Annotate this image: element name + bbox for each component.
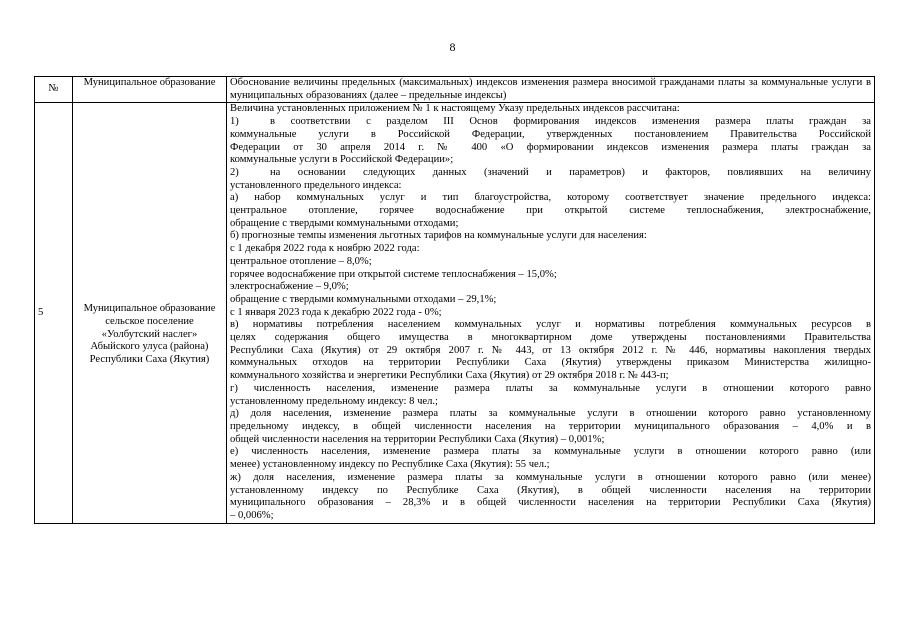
body-line — [230, 180, 871, 193]
body-line-text: в) нормативы потребления населением коммунальных услуг и нормативы потребления коммунальных ресурсов в — [230, 319, 871, 331]
body-line — [230, 510, 871, 523]
row-municipality: Муниципальное образование сельское поселение «Уолбутский наслег» Абыйского улуса (района) Республики Саха (Якутия) — [73, 103, 227, 523]
body-line-text: коммунальные услуги в Российской Федерации, утвержденных постановлением Правительства Российской — [230, 128, 871, 140]
body-line-text: общей численности населения на территории Республики Саха (Якутия) – 0,001%; — [230, 433, 605, 445]
body-line-text: целях содержания общего имущества в многоквартирном доме утверждены постановлениями Правительства — [230, 332, 871, 344]
body-line — [230, 269, 871, 282]
body-line — [230, 383, 871, 396]
body-line — [230, 497, 871, 510]
header-number: № — [35, 77, 73, 103]
body-line-text: обращение с твердыми коммунальными отходами; — [230, 217, 459, 229]
body-line — [230, 142, 871, 155]
body-line-text: с 1 января 2023 года к декабрю 2022 года - 0%; — [230, 306, 442, 318]
header-justification: Обоснование величины предельных (максимальных) индексов изменения размера вносимой гражданами платы за коммунальные услуги в муниципальных образованиях (далее – предельные индексы) — [227, 77, 875, 103]
body-line-text: установленному индексу по Республике Саха (Якутия), в общей численности населения на территории — [230, 484, 871, 496]
body-line-text: муниципального образования – 28,3% и в общей численности населения на территории Республики Саха (Якутия) — [230, 497, 871, 509]
body-line-text: на основании следующих данных (значений и параметров) и факторов, повлиявших на величину — [270, 166, 871, 178]
table-row — [35, 103, 875, 523]
body-line — [230, 294, 871, 307]
body-line — [230, 256, 871, 269]
page-number: 8 — [449, 40, 456, 54]
body-line-text: Величина установленных приложением № 1 к настоящему Указу предельных индексов рассчитана: — [230, 103, 680, 115]
header-municipality: Муниципальное образование — [73, 77, 227, 103]
body-line-text: б) прогнозные темпы изменения льготных тарифов на коммунальные услуги для населения: — [230, 230, 647, 242]
list-marker: 1) — [230, 116, 239, 128]
body-line — [230, 218, 871, 231]
body-line — [230, 446, 871, 459]
body-line — [230, 205, 871, 218]
justification-table — [34, 76, 875, 524]
body-line — [230, 192, 871, 205]
body-line — [230, 116, 871, 129]
body-line-text: менее) установленному индексу по Республике Саха (Якутия): 55 чел.; — [230, 459, 550, 471]
body-line-text: а) набор коммунальных услуг и тип благоустройства, которому соответствует значение предельного индекса: — [230, 192, 871, 204]
body-line-text: горячее водоснабжение при открытой системе теплоснабжения – 15,0%; — [230, 268, 557, 280]
body-line — [230, 167, 871, 180]
body-line — [230, 396, 871, 409]
body-line-text: ж) доля населения, изменение размера платы за коммунальные услуги в отношении которого равно (или менее) — [230, 471, 871, 483]
body-line — [230, 485, 871, 498]
body-line-text: коммунальных отходов на территории Республики Саха (Якутия) утверждены приказом Министерства жилищно- — [230, 357, 871, 369]
table-header-row — [35, 77, 875, 103]
body-line-text: коммунальные услуги в Российской Федерации»; — [230, 154, 454, 166]
body-line-text: г) численность населения, изменение размера платы за коммунальные услуги в отношении которого равно — [230, 382, 871, 394]
body-line — [230, 370, 871, 383]
list-marker: 2) — [230, 166, 239, 178]
body-line-text: Федерации от 30 апреля 2014 г. № 400 «О формировании индексов изменения размера платы граждан за — [230, 141, 871, 153]
body-line-text: Республики Саха (Якутия) от 29 октября 2007 г. № 443, от 13 октября 2012 г. № 446, нормативы накопления твердых — [230, 344, 871, 356]
body-line — [230, 459, 871, 472]
body-line — [230, 243, 871, 256]
body-line-text: установленного предельного индекса: — [230, 179, 402, 191]
body-line — [230, 357, 871, 370]
body-line — [230, 230, 871, 243]
body-line-text: в соответствии с разделом III Основ формирования индексов изменения размера платы граждан за — [270, 116, 871, 128]
body-line — [230, 421, 871, 434]
body-line-text: д) доля населения, изменение размера платы за коммунальные услуги в отношении которого равно установленному — [230, 408, 871, 420]
body-line — [230, 332, 871, 345]
body-line-text: предельному индексу, в общей численности населения на территории муниципального образования – 4,0% и в — [230, 420, 871, 432]
body-line — [230, 154, 871, 167]
body-line-text: центральное отопление – 8,0%; — [230, 255, 372, 267]
body-line-text: е) численность населения, изменение размера платы за коммунальные услуги в отношении которого равно (или — [230, 446, 871, 458]
body-line-text: установленному предельному индексу: 8 чел.; — [230, 395, 438, 407]
body-line — [230, 129, 871, 142]
body-line — [230, 103, 871, 116]
body-line-text: с 1 декабря 2022 года к ноябрю 2022 года: — [230, 243, 420, 255]
body-line-text: центральное отопление, горячее водоснабжение при открытой системе теплоснабжения, электроснабжение, — [230, 205, 871, 217]
body-line — [230, 472, 871, 485]
body-line — [230, 408, 871, 421]
row-number: 5 — [35, 103, 73, 523]
body-line-text: коммунального хозяйства и энергетики Республики Саха (Якутия) от 29 октября 2018 г. № 443-п; — [230, 370, 669, 382]
body-line — [230, 319, 871, 332]
body-line — [230, 434, 871, 447]
body-line-text: электроснабжение – 9,0%; — [230, 281, 349, 293]
body-line — [230, 345, 871, 358]
body-line-text: обращение с твердыми коммунальными отходами – 29,1%; — [230, 293, 497, 305]
body-line — [230, 281, 871, 294]
row-justification-text — [227, 103, 875, 523]
body-line-text: – 0,006%; — [230, 509, 274, 521]
body-line — [230, 307, 871, 320]
